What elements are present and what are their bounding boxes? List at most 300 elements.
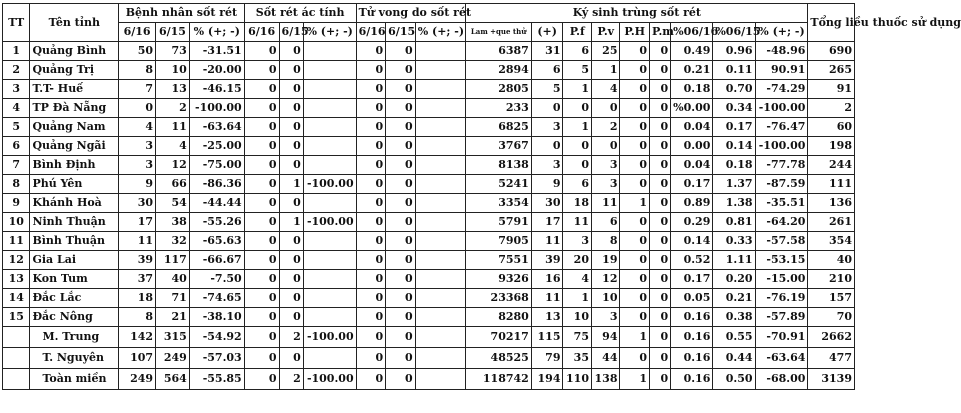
- table-cell: 0.55: [713, 327, 755, 348]
- table-cell: -75.00: [189, 156, 244, 175]
- province-name: TP Đà Nẵng: [30, 99, 119, 118]
- sub-header-rate-6-15: %06/15: [713, 23, 755, 42]
- table-cell: 38: [156, 213, 190, 232]
- table-cell: 0: [620, 308, 650, 327]
- sub-header-deaths-6-16: 6/16: [356, 23, 386, 42]
- table-cell: [415, 270, 466, 289]
- table-cell: 0.89: [671, 194, 713, 213]
- row-index: [3, 327, 30, 348]
- table-cell: 70217: [466, 327, 531, 348]
- table-cell: 8: [119, 308, 156, 327]
- table-cell: 0: [356, 289, 386, 308]
- table-cell: 0: [620, 156, 650, 175]
- table-cell: -35.51: [755, 194, 808, 213]
- table-cell: 0: [620, 80, 650, 99]
- header-parasite: Ký sinh trùng sốt rét: [466, 4, 808, 23]
- table-cell: 0: [386, 327, 416, 348]
- table-row: [3, 42, 855, 61]
- table-cell: 0.52: [671, 251, 713, 270]
- table-cell: 13: [531, 308, 563, 327]
- table-cell: 21: [156, 308, 190, 327]
- table-cell: 1.37: [713, 175, 755, 194]
- table-cell: 50: [119, 42, 156, 61]
- table-cell: 0: [356, 232, 386, 251]
- table-row: [3, 289, 855, 308]
- table-cell: [303, 137, 356, 156]
- table-cell: 0: [356, 80, 386, 99]
- table-cell: 17: [119, 213, 156, 232]
- table-cell: 0: [386, 42, 416, 61]
- table-cell: 0: [356, 99, 386, 118]
- province-name: Đắc Nông: [30, 308, 119, 327]
- table-cell: 0: [356, 251, 386, 270]
- table-cell: 0: [386, 308, 416, 327]
- table-cell: 0: [244, 270, 279, 289]
- table-cell: 48525: [466, 348, 531, 369]
- header-tt: TT: [3, 4, 30, 42]
- table-cell: 0: [279, 61, 303, 80]
- province-name: T. Nguyên: [30, 348, 119, 369]
- table-cell: 0: [244, 194, 279, 213]
- table-cell: -57.03: [189, 348, 244, 369]
- province-name: Gia Lai: [30, 251, 119, 270]
- table-cell: -77.78: [755, 156, 808, 175]
- table-cell: 19: [591, 251, 620, 270]
- table-cell: [415, 308, 466, 327]
- table-cell: 0: [620, 270, 650, 289]
- table-cell: 0: [650, 251, 671, 270]
- table-cell: 0: [620, 42, 650, 61]
- table-row: [3, 232, 855, 251]
- table-cell: [303, 156, 356, 175]
- table-cell: 0: [279, 118, 303, 137]
- table-cell: -7.50: [189, 270, 244, 289]
- table-cell: [303, 61, 356, 80]
- table-cell: 0.14: [671, 232, 713, 251]
- table-cell: 32: [156, 232, 190, 251]
- table-cell: 5: [531, 80, 563, 99]
- table-cell: [303, 232, 356, 251]
- table-cell: -25.00: [189, 137, 244, 156]
- province-name: M. Trung: [30, 327, 119, 348]
- table-cell: [303, 348, 356, 369]
- table-cell: 0: [119, 99, 156, 118]
- table-cell: 71: [156, 289, 190, 308]
- row-index: 13: [3, 270, 30, 289]
- table-cell: [415, 194, 466, 213]
- table-cell: 0: [650, 289, 671, 308]
- table-cell: 138: [591, 369, 620, 390]
- table-cell: [303, 289, 356, 308]
- table-cell: 3: [119, 137, 156, 156]
- table-cell: -100.00: [755, 137, 808, 156]
- table-cell: -74.65: [189, 289, 244, 308]
- table-cell: 0.70: [713, 80, 755, 99]
- header-province: Tên tỉnh: [30, 4, 119, 42]
- sub-header-severe-6-16: 6/16: [244, 23, 279, 42]
- table-cell: 0: [650, 175, 671, 194]
- table-cell: [415, 327, 466, 348]
- table-cell: 0: [244, 137, 279, 156]
- table-cell: 1: [620, 327, 650, 348]
- table-cell: [303, 118, 356, 137]
- table-cell: 0: [279, 137, 303, 156]
- table-cell: 39: [119, 251, 156, 270]
- row-index: 12: [3, 251, 30, 270]
- table-cell: 249: [119, 369, 156, 390]
- row-index: 4: [3, 99, 30, 118]
- table-cell: 0: [650, 137, 671, 156]
- header-patients: Bệnh nhân sốt rét: [119, 4, 245, 23]
- table-cell: 0.16: [671, 308, 713, 327]
- table-cell: 0.16: [671, 348, 713, 369]
- province-name: Ninh Thuận: [30, 213, 119, 232]
- table-cell: 0: [244, 369, 279, 390]
- table-cell: 0: [386, 80, 416, 99]
- table-cell: 0: [591, 99, 620, 118]
- table-cell: 233: [466, 99, 531, 118]
- header-deaths: Tử vong do sốt rét: [356, 4, 466, 23]
- row-index: 9: [3, 194, 30, 213]
- table-cell: 118742: [466, 369, 531, 390]
- sub-header-pv: P.v: [591, 23, 620, 42]
- province-name: Bình Định: [30, 156, 119, 175]
- table-cell: 3354: [466, 194, 531, 213]
- table-cell: 2: [156, 99, 190, 118]
- table-cell: -100.00: [189, 99, 244, 118]
- sub-header-patients-pct: % (+; -): [189, 23, 244, 42]
- table-cell: -100.00: [303, 213, 356, 232]
- table-cell: 0: [279, 80, 303, 99]
- table-cell: 0: [386, 348, 416, 369]
- sub-header-positive: (+): [531, 23, 563, 42]
- table-cell: 30: [531, 194, 563, 213]
- table-cell: 0: [386, 289, 416, 308]
- table-cell: 0.50: [713, 369, 755, 390]
- table-cell: 17: [531, 213, 563, 232]
- table-cell: 0.33: [713, 232, 755, 251]
- header-total-drugs: Tổng liều thuốc sử dụng: [808, 4, 855, 42]
- table-cell: 0.18: [671, 80, 713, 99]
- table-cell: 0: [356, 308, 386, 327]
- table-cell: 11: [156, 118, 190, 137]
- table-cell: 37: [119, 270, 156, 289]
- table-cell: 5241: [466, 175, 531, 194]
- table-cell: 2894: [466, 61, 531, 80]
- province-name: T.T- Huế: [30, 80, 119, 99]
- summary-row: [3, 369, 855, 390]
- table-cell: 0: [356, 348, 386, 369]
- table-cell: 0: [386, 137, 416, 156]
- table-cell: [415, 232, 466, 251]
- table-cell: -31.51: [189, 42, 244, 61]
- table-cell: 0: [244, 42, 279, 61]
- table-cell: [415, 289, 466, 308]
- table-cell: 2: [279, 369, 303, 390]
- table-cell: 690: [808, 42, 855, 61]
- table-cell: 6387: [466, 42, 531, 61]
- table-row: [3, 156, 855, 175]
- row-index: 8: [3, 175, 30, 194]
- table-cell: 35: [563, 348, 592, 369]
- table-cell: 18: [119, 289, 156, 308]
- table-cell: 1: [620, 194, 650, 213]
- table-cell: 0: [356, 369, 386, 390]
- table-row: [3, 118, 855, 137]
- table-cell: 0.44: [713, 348, 755, 369]
- sub-header-pf: P.f: [563, 23, 592, 42]
- table-cell: 315: [156, 327, 190, 348]
- table-cell: 7905: [466, 232, 531, 251]
- row-index: 1: [3, 42, 30, 61]
- sub-header-rate-6-16: %06/16: [671, 23, 713, 42]
- table-cell: 0: [650, 369, 671, 390]
- table-cell: 1: [563, 118, 592, 137]
- table-cell: 0: [244, 348, 279, 369]
- province-name: Quảng Ngãi: [30, 137, 119, 156]
- table-cell: 11: [591, 194, 620, 213]
- sub-header-patients-6-15: 6/15: [156, 23, 190, 42]
- table-cell: 0.21: [713, 289, 755, 308]
- table-cell: 0.05: [671, 289, 713, 308]
- province-name: Kon Tum: [30, 270, 119, 289]
- table-cell: 0: [279, 156, 303, 175]
- table-cell: 564: [156, 369, 190, 390]
- table-cell: [415, 80, 466, 99]
- table-cell: -66.67: [189, 251, 244, 270]
- table-cell: 0: [244, 156, 279, 175]
- table-cell: [415, 99, 466, 118]
- table-cell: 25: [591, 42, 620, 61]
- table-cell: 1: [563, 289, 592, 308]
- table-cell: 0: [620, 213, 650, 232]
- row-index: 2: [3, 61, 30, 80]
- table-cell: 0: [244, 289, 279, 308]
- table-cell: -57.89: [755, 308, 808, 327]
- table-cell: 11: [563, 213, 592, 232]
- table-row: [3, 137, 855, 156]
- table-cell: -63.64: [189, 118, 244, 137]
- table-cell: 0: [620, 289, 650, 308]
- table-cell: 0: [386, 156, 416, 175]
- table-cell: 73: [156, 42, 190, 61]
- table-cell: 261: [808, 213, 855, 232]
- table-cell: 0: [563, 156, 592, 175]
- table-cell: 6: [531, 61, 563, 80]
- table-cell: 3139: [808, 369, 855, 390]
- table-cell: 5791: [466, 213, 531, 232]
- table-cell: 0: [620, 175, 650, 194]
- table-cell: 8138: [466, 156, 531, 175]
- table-cell: 0: [620, 61, 650, 80]
- table-cell: 3: [531, 156, 563, 175]
- table-cell: 0: [386, 270, 416, 289]
- table-cell: 0: [563, 137, 592, 156]
- table-cell: 0: [650, 99, 671, 118]
- sub-header-deaths-6-15: 6/15: [386, 23, 416, 42]
- table-cell: 1: [591, 61, 620, 80]
- table-cell: [303, 42, 356, 61]
- table-cell: [415, 251, 466, 270]
- table-cell: 23368: [466, 289, 531, 308]
- table-cell: 2: [279, 327, 303, 348]
- table-cell: 54: [156, 194, 190, 213]
- table-cell: 136: [808, 194, 855, 213]
- table-cell: 1: [563, 80, 592, 99]
- table-cell: 0: [386, 118, 416, 137]
- table-row: [3, 194, 855, 213]
- table-cell: 4: [119, 118, 156, 137]
- table-cell: 3: [563, 232, 592, 251]
- province-name: Đắc Lắc: [30, 289, 119, 308]
- table-cell: 94: [591, 327, 620, 348]
- table-cell: 0: [356, 213, 386, 232]
- table-row: [3, 80, 855, 99]
- table-cell: 0: [356, 194, 386, 213]
- table-cell: 2662: [808, 327, 855, 348]
- sub-header-slides-tests: Lam +que thử: [466, 23, 531, 42]
- table-cell: -68.00: [755, 369, 808, 390]
- table-cell: 0: [244, 327, 279, 348]
- table-row: [3, 251, 855, 270]
- table-cell: 477: [808, 348, 855, 369]
- table-cell: [415, 118, 466, 137]
- table-cell: 0: [620, 118, 650, 137]
- table-cell: -74.29: [755, 80, 808, 99]
- table-cell: 249: [156, 348, 190, 369]
- table-cell: 0: [279, 232, 303, 251]
- table-cell: 40: [156, 270, 190, 289]
- table-cell: 0.00: [671, 137, 713, 156]
- table-cell: 0: [386, 369, 416, 390]
- row-index: 15: [3, 308, 30, 327]
- table-cell: 198: [808, 137, 855, 156]
- table-cell: -55.85: [189, 369, 244, 390]
- sub-header-pm: P.m: [650, 23, 671, 42]
- table-cell: -55.26: [189, 213, 244, 232]
- table-cell: 0: [279, 270, 303, 289]
- table-cell: 0.29: [671, 213, 713, 232]
- table-cell: -70.91: [755, 327, 808, 348]
- row-index: 6: [3, 137, 30, 156]
- table-cell: 0: [386, 232, 416, 251]
- table-cell: 0: [650, 194, 671, 213]
- table-cell: 1.11: [713, 251, 755, 270]
- header-severe: Sốt rét ác tính: [244, 4, 356, 23]
- table-cell: 0: [279, 194, 303, 213]
- table-cell: 0.16: [671, 327, 713, 348]
- table-cell: 0: [356, 61, 386, 80]
- table-cell: 0: [356, 156, 386, 175]
- table-cell: -87.59: [755, 175, 808, 194]
- table-cell: 3: [119, 156, 156, 175]
- table-cell: -20.00: [189, 61, 244, 80]
- table-cell: 265: [808, 61, 855, 80]
- table-cell: 6: [563, 42, 592, 61]
- table-cell: 0.81: [713, 213, 755, 232]
- table-cell: 44: [591, 348, 620, 369]
- table-cell: 0: [356, 327, 386, 348]
- table-cell: 3: [591, 175, 620, 194]
- table-row: [3, 175, 855, 194]
- table-cell: 10: [591, 289, 620, 308]
- table-cell: -15.00: [755, 270, 808, 289]
- table-cell: -76.47: [755, 118, 808, 137]
- table-cell: -86.36: [189, 175, 244, 194]
- table-cell: 0.38: [713, 308, 755, 327]
- table-cell: 9: [531, 175, 563, 194]
- table-cell: 0: [650, 80, 671, 99]
- table-cell: 91: [808, 80, 855, 99]
- table-cell: 12: [156, 156, 190, 175]
- row-index: 14: [3, 289, 30, 308]
- row-index: [3, 348, 30, 369]
- table-cell: 9326: [466, 270, 531, 289]
- table-cell: 0: [244, 80, 279, 99]
- table-cell: 0.04: [671, 118, 713, 137]
- table-cell: 0: [650, 348, 671, 369]
- table-cell: 3: [591, 156, 620, 175]
- table-cell: 0: [531, 137, 563, 156]
- sub-header-ph: P.H: [620, 23, 650, 42]
- table-cell: 117: [156, 251, 190, 270]
- table-cell: 4: [591, 80, 620, 99]
- table-cell: 0: [244, 232, 279, 251]
- table-cell: -44.44: [189, 194, 244, 213]
- table-cell: 0: [620, 232, 650, 251]
- table-cell: [303, 80, 356, 99]
- table-cell: 16: [531, 270, 563, 289]
- table-cell: [415, 61, 466, 80]
- summary-rows: [3, 327, 855, 390]
- table-cell: 0: [650, 61, 671, 80]
- table-cell: -64.20: [755, 213, 808, 232]
- table-cell: 39: [531, 251, 563, 270]
- table-cell: 31: [531, 42, 563, 61]
- table-cell: 3: [531, 118, 563, 137]
- table-cell: 0: [356, 175, 386, 194]
- table-cell: 0: [279, 308, 303, 327]
- table-cell: 0: [620, 99, 650, 118]
- table-cell: 3767: [466, 137, 531, 156]
- table-cell: 0: [244, 61, 279, 80]
- row-index: 3: [3, 80, 30, 99]
- table-cell: 244: [808, 156, 855, 175]
- province-name: Toàn miền: [30, 369, 119, 390]
- table-cell: [303, 194, 356, 213]
- table-cell: -100.00: [303, 369, 356, 390]
- table-cell: 0: [356, 137, 386, 156]
- table-cell: 0: [531, 99, 563, 118]
- table-cell: 0: [279, 289, 303, 308]
- table-cell: 0.49: [671, 42, 713, 61]
- table-cell: 11: [531, 232, 563, 251]
- table-cell: 0: [386, 99, 416, 118]
- table-cell: 111: [808, 175, 855, 194]
- table-cell: 2: [808, 99, 855, 118]
- table-cell: 90.91: [755, 61, 808, 80]
- table-cell: 70: [808, 308, 855, 327]
- table-cell: 0: [650, 270, 671, 289]
- table-row: [3, 270, 855, 289]
- sub-header-patients-6-16: 6/16: [119, 23, 156, 42]
- province-name: Bình Thuận: [30, 232, 119, 251]
- table-cell: -100.00: [303, 175, 356, 194]
- table-cell: 0: [650, 308, 671, 327]
- province-rows: [3, 42, 855, 327]
- table-cell: 1.38: [713, 194, 755, 213]
- table-cell: 75: [563, 327, 592, 348]
